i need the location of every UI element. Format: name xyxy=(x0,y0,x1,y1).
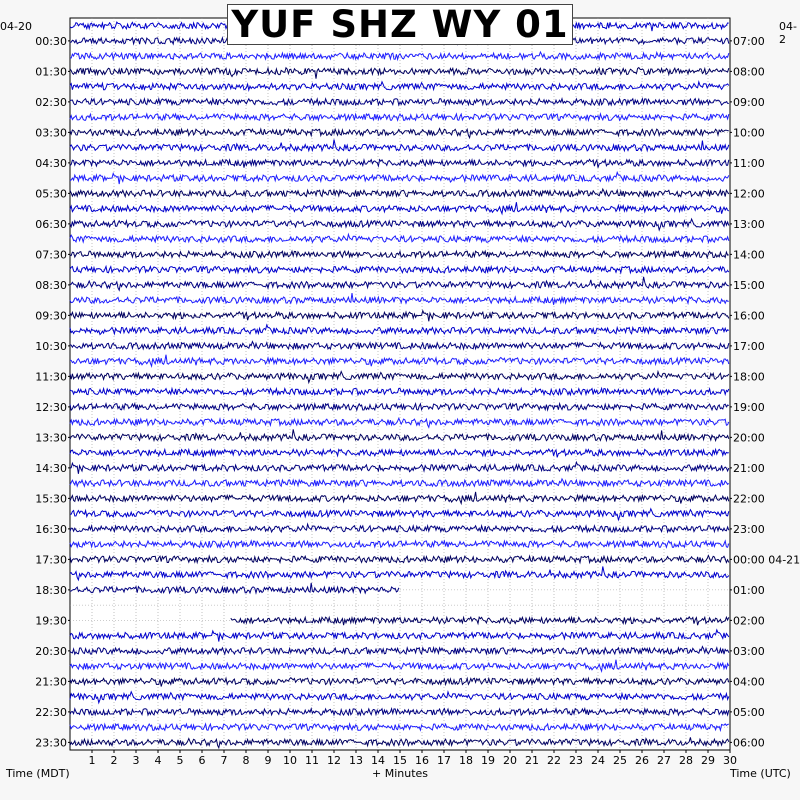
x-tick-label: 27 xyxy=(657,754,671,767)
left-time-label: 19:30 xyxy=(35,614,67,628)
left-time-label: 02:30 xyxy=(35,95,67,109)
x-tick-label: 9 xyxy=(264,754,272,767)
right-time-label: 20:00 xyxy=(733,431,765,445)
right-time-label: 17:00 xyxy=(733,339,765,353)
left-time-label: 16:30 xyxy=(35,522,67,536)
x-tick-label: 22 xyxy=(547,754,561,767)
chart-title: YUF SHZ WY 01 xyxy=(227,4,573,45)
right-time-label: 19:00 xyxy=(733,400,765,414)
x-tick-label: 10 xyxy=(283,754,297,767)
left-time-label: 03:30 xyxy=(35,126,67,140)
right-time-label: 16:00 xyxy=(733,309,765,323)
right-time-label: 13:00 xyxy=(733,217,765,231)
left-time-label: 11:30 xyxy=(35,370,67,384)
x-tick-label: 1 xyxy=(88,754,96,767)
left-time-label: 01:30 xyxy=(35,65,67,79)
right-time-label: 04:00 xyxy=(733,675,765,689)
left-time-label: 05:30 xyxy=(35,187,67,201)
x-tick-label: 8 xyxy=(242,754,250,767)
left-time-label: 09:30 xyxy=(35,309,67,323)
start-date-label: 04-20 xyxy=(0,20,32,33)
left-time-label: 13:30 xyxy=(35,431,67,445)
x-tick-label: 4 xyxy=(154,754,162,767)
x-tick-label: 25 xyxy=(613,754,627,767)
x-tick-label: 17 xyxy=(437,754,451,767)
x-tick-label: 21 xyxy=(525,754,539,767)
x-tick-label: 5 xyxy=(176,754,184,767)
x-tick-label: 15 xyxy=(393,754,407,767)
x-tick-label: 2 xyxy=(110,754,118,767)
x-tick-label: 18 xyxy=(459,754,473,767)
x-tick-label: 29 xyxy=(701,754,715,767)
x-tick-label: 12 xyxy=(327,754,341,767)
x-tick-label: 16 xyxy=(415,754,429,767)
local-time-axis-label: Time (MDT) xyxy=(6,767,70,780)
right-time-label: 02:00 xyxy=(733,614,765,628)
left-time-label: 20:30 xyxy=(35,644,67,658)
right-time-label: 14:00 xyxy=(733,248,765,262)
left-time-label: 04:30 xyxy=(35,156,67,170)
utc-date-label: 04-2 xyxy=(779,20,797,46)
left-time-label: 18:30 xyxy=(35,583,67,597)
x-tick-label: 30 xyxy=(723,754,737,767)
left-time-label: 07:30 xyxy=(35,248,67,262)
right-time-label: 03:00 xyxy=(733,644,765,658)
x-tick-label: 13 xyxy=(349,754,363,767)
x-tick-label: 11 xyxy=(305,754,319,767)
right-time-label: 11:00 xyxy=(733,156,765,170)
right-time-label: 01:00 xyxy=(733,583,765,597)
right-time-label: 07:00 xyxy=(733,34,765,48)
x-tick-label: 3 xyxy=(132,754,140,767)
right-time-label: 10:00 xyxy=(733,126,765,140)
right-time-label: 21:00 xyxy=(733,461,765,475)
right-time-label: 23:00 xyxy=(733,522,765,536)
left-time-label: 21:30 xyxy=(35,675,67,689)
right-time-label: 18:00 xyxy=(733,370,765,384)
left-time-label: 17:30 xyxy=(35,553,67,567)
left-time-label: 10:30 xyxy=(35,339,67,353)
left-time-label: 12:30 xyxy=(35,400,67,414)
right-time-label: 00:00 04-21 xyxy=(733,553,800,567)
left-time-label: 15:30 xyxy=(35,492,67,506)
x-tick-label: 26 xyxy=(635,754,649,767)
x-tick-label: 24 xyxy=(591,754,605,767)
right-time-label: 15:00 xyxy=(733,278,765,292)
x-tick-label: 19 xyxy=(481,754,495,767)
right-time-label: 06:00 xyxy=(733,736,765,750)
utc-time-axis-label: Time (UTC) xyxy=(730,767,791,780)
right-time-label: 08:00 xyxy=(733,65,765,79)
left-time-label: 23:30 xyxy=(35,736,67,750)
left-time-label: 06:30 xyxy=(35,217,67,231)
x-tick-label: 28 xyxy=(679,754,693,767)
right-time-label: 05:00 xyxy=(733,705,765,719)
x-tick-label: 20 xyxy=(503,754,517,767)
left-time-label: 00:30 xyxy=(35,34,67,48)
right-time-label: 12:00 xyxy=(733,187,765,201)
left-time-label: 22:30 xyxy=(35,705,67,719)
right-time-label: 09:00 xyxy=(733,95,765,109)
x-tick-label: 14 xyxy=(371,754,385,767)
left-time-label: 14:30 xyxy=(35,461,67,475)
left-time-label: 08:30 xyxy=(35,278,67,292)
x-tick-label: 7 xyxy=(220,754,228,767)
x-axis-label: + Minutes xyxy=(372,767,429,780)
x-tick-label: 6 xyxy=(198,754,206,767)
x-tick-label: 23 xyxy=(569,754,583,767)
right-time-label: 22:00 xyxy=(733,492,765,506)
